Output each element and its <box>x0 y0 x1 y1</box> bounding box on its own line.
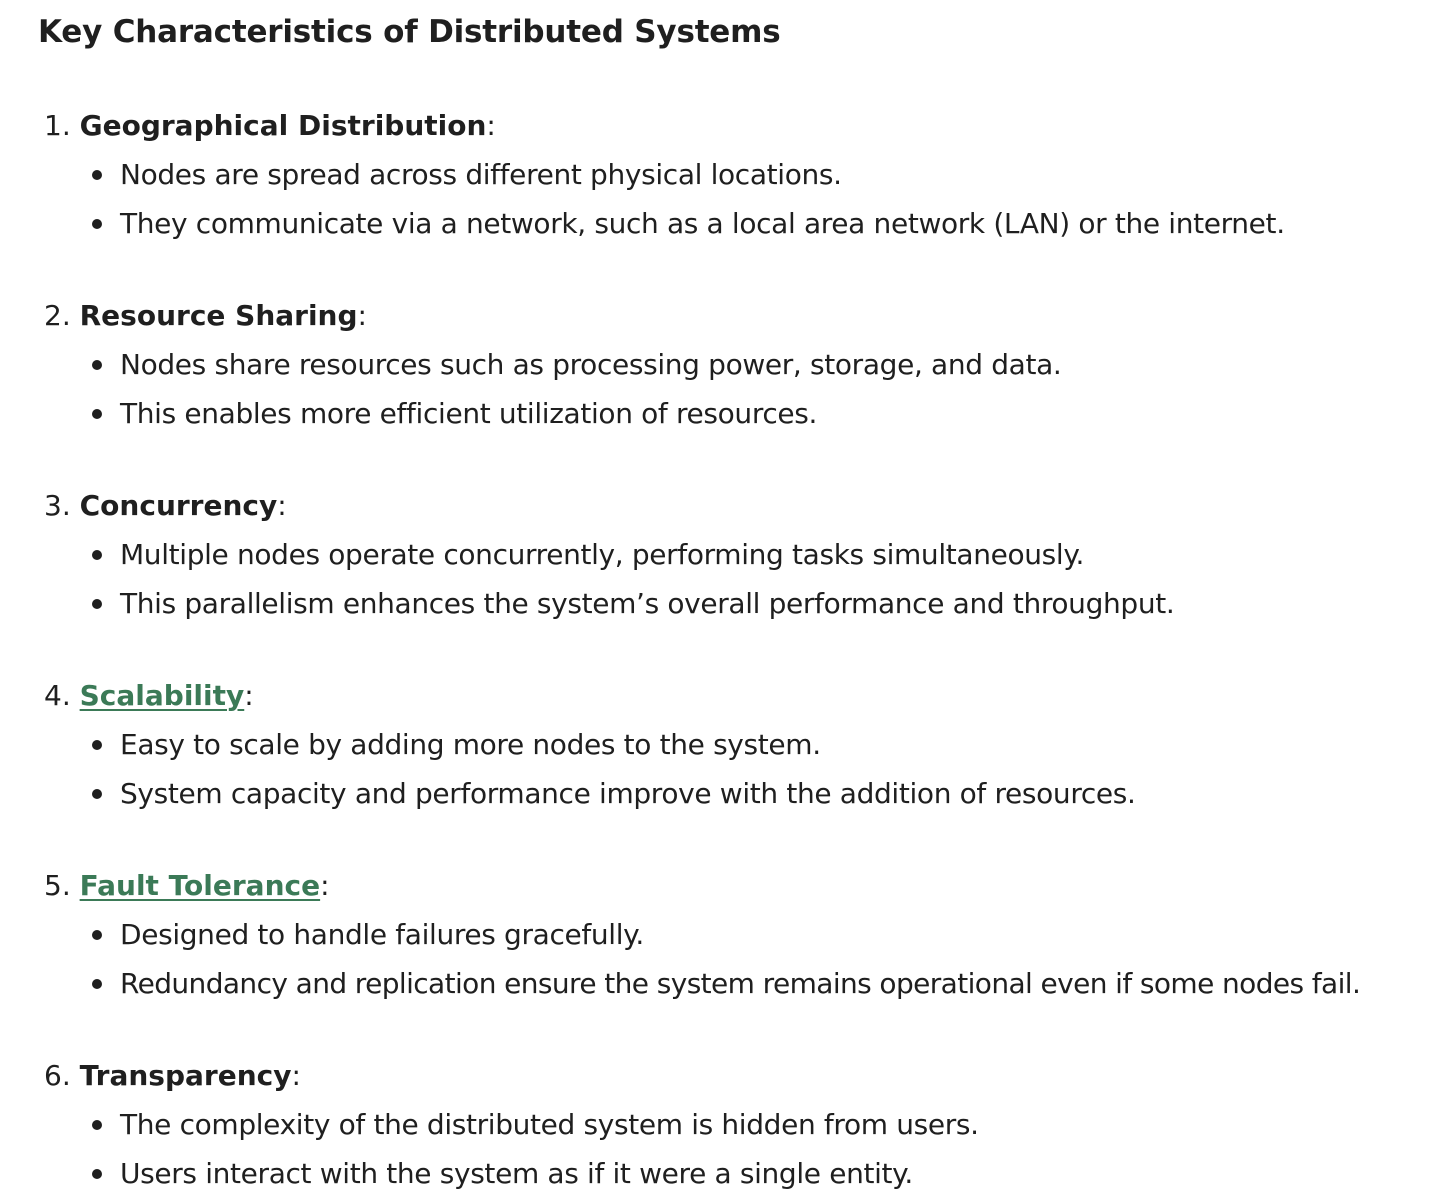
item-term: Transparency <box>79 1059 292 1092</box>
bullet-text: This parallelism enhances the system’s overall performance and throughput. <box>120 587 1175 620</box>
item-heading <box>44 676 254 716</box>
item-colon: : <box>277 489 287 522</box>
bullet-dot <box>92 219 102 229</box>
item-colon: : <box>244 679 254 712</box>
bullet-text: The complexity of the distributed system is hidden from users. <box>120 1108 979 1141</box>
bullet-dot <box>92 979 102 989</box>
item-heading <box>44 866 330 906</box>
item-colon: : <box>291 1059 301 1092</box>
item-heading <box>44 296 367 336</box>
item-heading <box>44 1056 301 1096</box>
bullet-dot <box>92 1120 102 1130</box>
page-title: Key Characteristics of Distributed Systems <box>38 14 781 50</box>
item-colon: : <box>320 869 330 902</box>
item-number: 5. <box>44 869 71 902</box>
bullet-dot <box>92 789 102 799</box>
bullet-dot <box>92 550 102 560</box>
item-number: 6. <box>44 1059 71 1092</box>
scalability-link[interactable]: Scalability <box>79 679 245 712</box>
bullet-text: System capacity and performance improve with the addition of resources. <box>120 777 1136 810</box>
bullet-text: Redundancy and replication ensure the system remains operational even if some nodes fail. <box>120 967 1361 1000</box>
bullet-text: They communicate via a network, such as a local area network (LAN) or the internet. <box>120 207 1285 240</box>
bullet-dot <box>92 409 102 419</box>
item-colon: : <box>357 299 367 332</box>
item-number: 1. <box>44 109 71 142</box>
bullet-dot <box>92 360 102 370</box>
bullet-dot <box>92 1169 102 1179</box>
bullet-text: Designed to handle failures gracefully. <box>120 918 644 951</box>
bullet-text: This enables more efficient utilization of resources. <box>120 397 818 430</box>
item-term: Concurrency <box>79 489 278 522</box>
bullet-dot <box>92 930 102 940</box>
item-number: 4. <box>44 679 71 712</box>
bullet-dot <box>92 170 102 180</box>
bullet-text: Nodes are spread across different physical locations. <box>120 158 842 191</box>
bullet-text: Nodes share resources such as processing power, storage, and data. <box>120 348 1062 381</box>
bullet-text: Users interact with the system as if it were a single entity. <box>120 1157 913 1190</box>
item-term: Geographical Distribution <box>79 109 487 142</box>
item-heading <box>44 106 496 146</box>
bullet-text: Multiple nodes operate concurrently, performing tasks simultaneously. <box>120 538 1085 571</box>
fault-tolerance-link[interactable]: Fault Tolerance <box>79 869 321 902</box>
bullet-dot <box>92 599 102 609</box>
bullet-dot <box>92 740 102 750</box>
item-number: 3. <box>44 489 71 522</box>
item-heading <box>44 486 287 526</box>
item-term: Resource Sharing <box>79 299 358 332</box>
item-colon: : <box>486 109 496 142</box>
bullet-text: Easy to scale by adding more nodes to the system. <box>120 728 821 761</box>
item-number: 2. <box>44 299 71 332</box>
